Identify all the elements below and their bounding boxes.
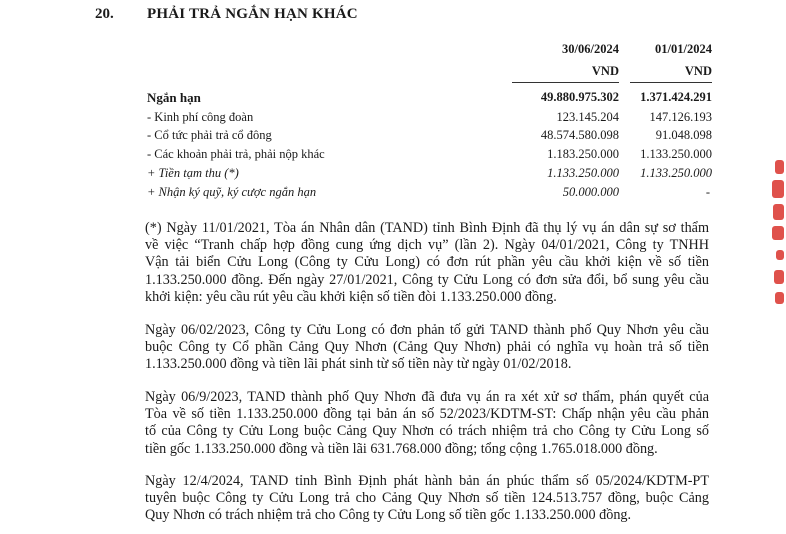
section-title: PHẢI TRẢ NGẮN HẠN KHÁC — [147, 6, 358, 22]
note-paragraph-4 — [145, 473, 709, 525]
stamp-fragment — [768, 160, 784, 310]
note-paragraph-3 — [145, 389, 709, 458]
row-label-deposits: + Nhận ký quỹ, ký cược ngắn hạn — [147, 185, 317, 199]
row-value-union-fee-2024-01: 147.126.193 — [649, 110, 712, 124]
row-label-short-term: Ngắn hạn — [147, 90, 201, 105]
row-value-short-term-2024-06: 49.880.975.302 — [540, 90, 619, 104]
row-value-advance-receipts-2024-01: 1.133.250.000 — [640, 166, 712, 180]
paragraph-line: Ngày 12/4/2024, TAND tỉnh Bình Định phát hành bản án phúc thẩm số 05/2024/KDTM-PT — [145, 473, 709, 489]
paragraph-line: Tòa về số tiền 1.133.250.000 đồng tại bản án số 52/2023/KDTM-ST: Chấp nhận yêu cầu phản — [145, 406, 709, 423]
col2-unit-header: VND — [684, 64, 712, 78]
row-value-union-fee-2024-06: 123.145.204 — [556, 110, 619, 124]
stamp-mark — [775, 292, 784, 304]
stamp-mark — [772, 226, 784, 240]
paragraph-line: Ngày 06/02/2023, Công ty Cửu Long có đơn phản tố gửi TAND thành phố Quy Nhơn yêu cầu — [145, 322, 709, 338]
paragraph-line: 1.133.250.000 đồng. Đến ngày 27/01/2021, Công ty Cửu Long có đơn sửa đổi, bổ sung yêu cầu — [145, 271, 709, 288]
note-paragraph-1 — [145, 220, 709, 306]
col1-unit-header: VND — [591, 64, 619, 78]
row-value-short-term-2024-01: 1.371.424.291 — [640, 90, 712, 104]
row-value-advance-receipts-2024-06: 1.133.250.000 — [547, 166, 619, 180]
paragraph-line: tiền gốc 1.133.250.000 đồng và tiền lãi 631.768.000 đồng; tổng cộng 1.765.018.000 đồng. — [145, 440, 658, 457]
row-value-other-payables-2024-01: 1.133.250.000 — [640, 147, 712, 161]
col2-date-header: 01/01/2024 — [655, 42, 712, 56]
row-value-dividends-2024-06: 48.574.580.098 — [540, 128, 619, 142]
row-label-union-fee: - Kinh phí công đoàn — [147, 110, 254, 124]
col1-header-rule — [512, 82, 619, 83]
paragraph-line: khởi kiện: yêu cầu rút yêu cầu khởi kiện số tiền đòi 1.133.250.000 đồng. — [145, 288, 557, 305]
paragraph-line: Quy Nhơn có trách nhiệm trả cho Công ty Cửu Long số tiền gốc 1.133.250.000 đồng. — [145, 507, 632, 524]
stamp-mark — [772, 180, 784, 198]
stamp-mark — [774, 270, 784, 284]
paragraph-line: tố của Công ty Cửu Long buộc Cảng Quy Nhơn có trách nhiệm trả cho Công ty Cửu Long số — [145, 423, 709, 440]
paragraph-line: Ngày 06/9/2023, TAND thành phố Quy Nhơn đã đưa vụ án ra xét xử sơ thẩm, phán quyết của — [145, 389, 709, 405]
row-value-other-payables-2024-06: 1.183.250.000 — [547, 147, 619, 161]
paragraph-line: 1.133.250.000 đồng và tiền lãi phát sinh từ số tiền này từ ngày 01/02/2018. — [145, 356, 572, 373]
row-label-advance-receipts: + Tiền tạm thu (*) — [147, 166, 239, 180]
section-number: 20. — [95, 6, 114, 22]
paragraph-line: Vận tải biển Cửu Long (Công ty Cửu Long) có đơn rút phần yêu cầu khởi kiện về số tiền — [145, 254, 709, 271]
stamp-mark — [775, 160, 784, 174]
paragraph-line: về việc “Tranh chấp hợp đồng cung ứng dịch vụ” (lần 2). Ngày 04/01/2021, Công ty TNHH — [145, 237, 709, 254]
paragraph-line: (*) Ngày 11/01/2021, Tòa án Nhân dân (TAND) tỉnh Bình Định đã thụ lý vụ án dân sự sơ thẩm — [145, 220, 709, 236]
stamp-mark — [773, 204, 784, 220]
row-label-dividends: - Cổ tức phải trả cổ đông — [147, 128, 272, 142]
col1-date-header: 30/06/2024 — [562, 42, 619, 56]
row-value-dividends-2024-01: 91.048.098 — [655, 128, 712, 142]
paragraph-line: tuyên buộc Công ty Cửu Long trả cho Cảng Quy Nhơn số tiền 124.513.757 đồng, buộc Cảng — [145, 490, 709, 507]
col2-header-rule — [630, 82, 712, 83]
paragraph-line: buộc Công ty Cổ phần Cảng Quy Nhơn (Cảng Quy Nhơn) phải có nghĩa vụ hoàn trả số tiền — [145, 339, 709, 356]
row-value-deposits-2024-06: 50.000.000 — [562, 185, 619, 199]
stamp-mark — [776, 250, 784, 260]
note-paragraph-2 — [145, 322, 709, 374]
row-value-deposits-2024-01: - — [705, 185, 710, 199]
row-label-other-payables: - Các khoản phải trả, phải nộp khác — [147, 147, 325, 161]
